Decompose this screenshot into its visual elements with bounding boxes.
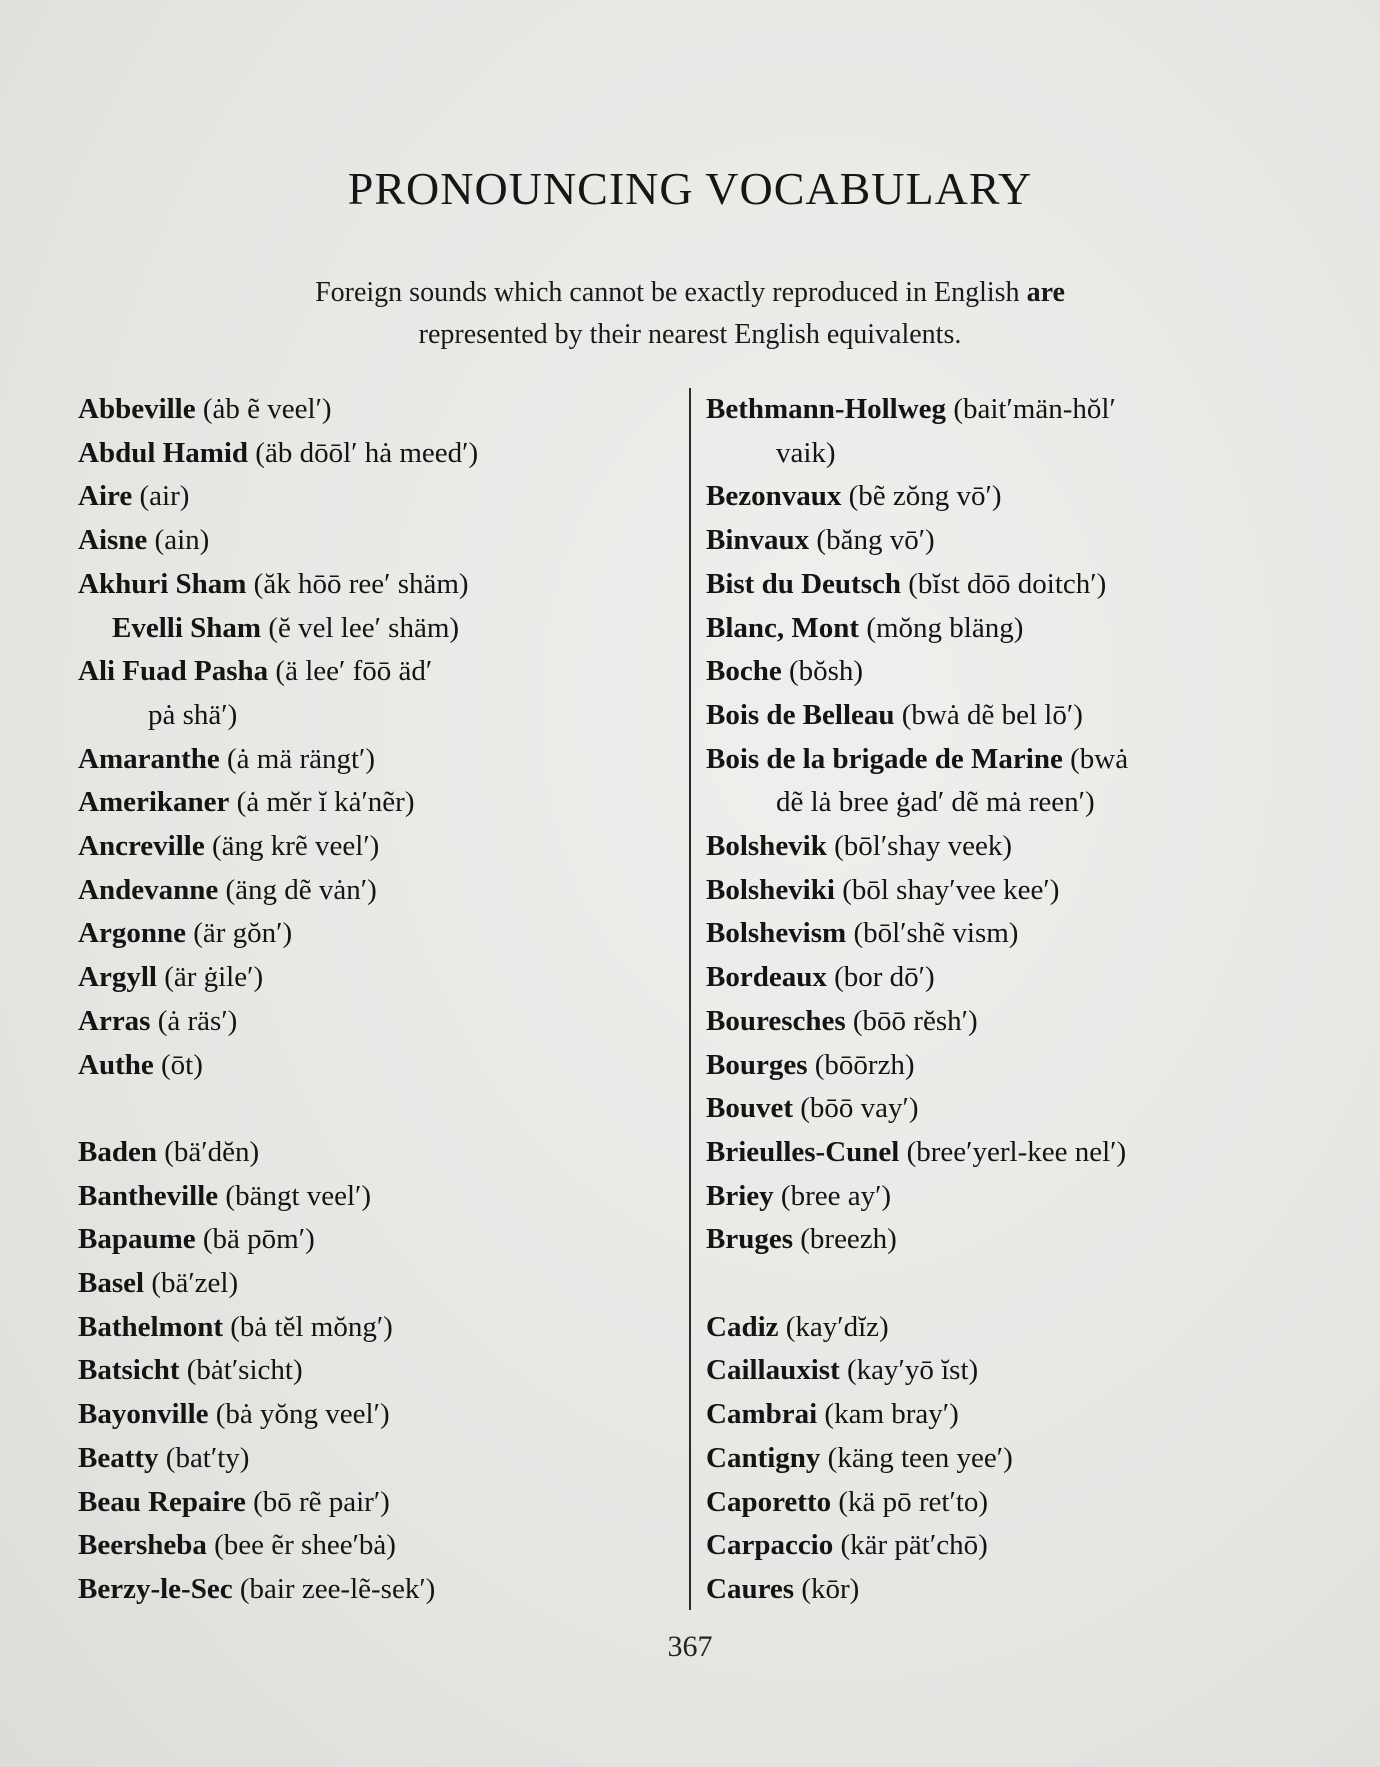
entry-pronunciation: (bō rẽ pair′) (253, 1485, 390, 1518)
column-divider (689, 388, 691, 1610)
entry-headword: Bordeaux (706, 961, 827, 994)
entry-headword: Arras (78, 1004, 151, 1037)
entry-headword: Authe (78, 1048, 154, 1081)
entry-headword: Beersheba (78, 1529, 207, 1562)
vocabulary-entry (706, 1218, 1306, 1262)
entry-headword: Bolshevik (706, 830, 827, 863)
entry-headword: Bois de Belleau (706, 698, 895, 731)
entry-pronunciation: (ăk hōō ree′ shäm) (253, 567, 469, 600)
entry-headword: Bethmann-Hollweg (706, 393, 947, 425)
entry-pronunciation: (är gŏn′) (193, 917, 293, 950)
vocabulary-entry (78, 1437, 678, 1481)
vocabulary-entry (78, 563, 678, 607)
entry-headword: Blanc, Mont (706, 611, 860, 644)
intro-line-2: represented by their nearest English equivalents. (418, 319, 962, 350)
entry-headword: Bouresches (706, 1004, 846, 1037)
vocabulary-entry (706, 1524, 1306, 1568)
vocabulary-entry (78, 1349, 678, 1393)
entry-pronunciation: (bĭst dōō doitch′) (908, 567, 1107, 600)
entry-headword: Bayonville (78, 1398, 209, 1431)
vocabulary-entry (706, 1000, 1306, 1044)
entry-pronunciation: (bä′zel) (151, 1267, 239, 1300)
entry-pronunciation: (kōr) (801, 1572, 860, 1605)
vocabulary-entry (78, 1524, 678, 1568)
entry-pronunciation: (kä pō ret′to) (838, 1485, 989, 1518)
entry-headword: Aire (78, 480, 133, 513)
vocabulary-entry (706, 1306, 1306, 1350)
entry-pronunciation: (bwȧ dẽ bel lō′) (901, 698, 1083, 731)
vocabulary-entry (706, 563, 1306, 607)
entry-pronunciation: (bait′män-hŏl′ (953, 393, 1116, 425)
vocabulary-entry (706, 607, 1306, 651)
entry-pronunciation: (äng krẽ veel′) (211, 830, 380, 863)
vocabulary-entry (78, 519, 678, 563)
vocabulary-entry (706, 738, 1306, 782)
vocabulary-entry (706, 1349, 1306, 1393)
vocabulary-entry (706, 956, 1306, 1000)
entry-pronunciation: (air) (139, 480, 190, 513)
entry-headword: Bapaume (78, 1223, 196, 1256)
entry-pronunciation: (bä pōm′) (202, 1223, 315, 1256)
vocabulary-entry (78, 475, 678, 519)
section-gap (706, 1262, 1306, 1306)
entry-headword: Evelli Sham (112, 611, 262, 644)
entry-headword: Amaranthe (78, 742, 220, 775)
entry-pronunciation: (bree′yerl-kee nel′) (906, 1135, 1127, 1168)
vocabulary-entry (78, 1262, 678, 1306)
entry-headword: Bolshevism (706, 917, 847, 950)
vocabulary-entry (78, 1044, 678, 1088)
vocabulary-entry (78, 825, 678, 869)
vocabulary-entry (78, 869, 678, 913)
entry-pronunciation: (breezh) (800, 1223, 897, 1256)
entry-pronunciation: (bor dō′) (834, 961, 935, 994)
entry-pronunciation: vaik) (776, 436, 836, 469)
vocabulary-entry (706, 869, 1306, 913)
entry-pronunciation: pȧ shä′) (148, 698, 238, 731)
vocabulary-entry (706, 650, 1306, 694)
entry-pronunciation: (bōl′shay veek) (834, 830, 1012, 863)
entry-headword: Bois de la brigade de Marine (706, 742, 1063, 775)
entry-headword: Argonne (78, 917, 186, 950)
entry-pronunciation: (ain) (154, 524, 210, 557)
entry-headword: Aisne (78, 524, 148, 557)
vocabulary-entry (78, 781, 678, 825)
vocabulary-left-column (78, 388, 678, 1612)
entry-pronunciation: (ȧ räs′) (157, 1004, 238, 1037)
vocabulary-entry (706, 519, 1306, 563)
entry-pronunciation: (kam bray′) (824, 1398, 959, 1431)
vocabulary-right-column (706, 388, 1306, 1612)
entry-headword: Akhuri Sham (78, 567, 247, 600)
entry-headword: Bezonvaux (706, 480, 842, 513)
entry-headword: Bouvet (706, 1092, 793, 1125)
vocabulary-entry (706, 1393, 1306, 1437)
vocabulary-entry (78, 738, 678, 782)
entry-headword: Ancreville (78, 830, 205, 863)
vocabulary-entry (706, 1044, 1306, 1088)
entry-headword: Argyll (78, 961, 157, 994)
vocabulary-entry (706, 781, 1306, 825)
vocabulary-entry (706, 475, 1306, 519)
entry-headword: Bist du Deutsch (706, 567, 901, 600)
entry-headword: Cadiz (706, 1310, 779, 1343)
vocabulary-entry (78, 912, 678, 956)
entry-headword: Andevanne (78, 873, 219, 906)
entry-headword: Binvaux (706, 524, 810, 557)
entry-pronunciation: (bwȧ (1070, 742, 1129, 775)
entry-pronunciation: (bōl′shẽ vism) (853, 917, 1019, 950)
vocabulary-entry (706, 1175, 1306, 1219)
entry-headword: Baden (78, 1135, 157, 1168)
intro-line-1: Foreign sounds which cannot be exactly reproduced in English (315, 277, 1020, 308)
vocabulary-entry (706, 694, 1306, 738)
entry-pronunciation: (äng dẽ vȧn′) (225, 873, 377, 906)
entry-pronunciation: (ĕ vel lee′ shäm) (268, 611, 460, 644)
entry-headword: Beau Repaire (78, 1485, 246, 1518)
vocabulary-entry (78, 694, 678, 738)
entry-pronunciation: (kay′yō ĭst) (847, 1354, 979, 1387)
entry-headword: Berzy-le-Sec (78, 1572, 233, 1605)
vocabulary-entry (78, 650, 678, 694)
vocabulary-entry (78, 1481, 678, 1525)
page-title: PRONOUNCING VOCABULARY (347, 163, 1033, 214)
section-gap (78, 1087, 678, 1131)
entry-pronunciation: (bŏsh) (788, 655, 864, 688)
entry-headword: Caporetto (706, 1485, 832, 1518)
vocabulary-entry (78, 432, 678, 476)
entry-pronunciation: (kay′dĭz) (785, 1310, 889, 1343)
entry-headword: Caures (706, 1572, 795, 1605)
vocabulary-entry (78, 1131, 678, 1175)
vocabulary-entry (706, 1568, 1306, 1612)
vocabulary-entry (706, 1481, 1306, 1525)
entry-headword: Bantheville (78, 1179, 219, 1212)
entry-pronunciation: (bä′dĕn) (164, 1135, 260, 1168)
entry-pronunciation: (bȧ yŏng veel′) (215, 1398, 390, 1431)
vocabulary-entry (706, 432, 1306, 476)
entry-pronunciation: (bat′ty) (165, 1441, 250, 1474)
vocabulary-entry (706, 912, 1306, 956)
vocabulary-entry (78, 956, 678, 1000)
entry-pronunciation: (ä lee′ fōō äd′ (275, 655, 433, 688)
entry-pronunciation: (bree ay′) (780, 1179, 892, 1212)
entry-headword: Abbeville (78, 393, 196, 425)
entry-pronunciation: (käng teen yee′) (827, 1441, 1013, 1474)
entry-headword: Bruges (706, 1223, 793, 1256)
entry-pronunciation: (bȧt′sicht) (186, 1354, 303, 1387)
vocabulary-entry (78, 1306, 678, 1350)
entry-headword: Bathelmont (78, 1310, 223, 1343)
entry-headword: Cambrai (706, 1398, 818, 1431)
entry-headword: Bourges (706, 1048, 808, 1081)
entry-pronunciation: (bōl shay′vee kee′) (842, 873, 1060, 906)
vocabulary-entry (78, 607, 678, 651)
entry-pronunciation: (bair zee-lẽ-sek′) (239, 1572, 436, 1605)
vocabulary-entry (706, 825, 1306, 869)
vocabulary-entry (78, 1175, 678, 1219)
vocabulary-entry (706, 1087, 1306, 1131)
entry-headword: Caillauxist (706, 1354, 840, 1387)
entry-pronunciation: (ȧ mä rängt′) (227, 742, 376, 775)
entry-headword: Beatty (78, 1441, 159, 1474)
entry-pronunciation: dẽ lȧ bree ġad′ dẽ mȧ reen′) (776, 786, 1095, 819)
vocabulary-entry (78, 1568, 678, 1612)
entry-headword: Batsicht (78, 1354, 180, 1387)
entry-headword: Boche (706, 655, 782, 688)
entry-headword: Bolsheviki (706, 873, 835, 906)
entry-headword: Basel (78, 1267, 145, 1300)
entry-pronunciation: (ōt) (160, 1048, 203, 1081)
vocabulary-entry (78, 1218, 678, 1262)
vocabulary-entry (78, 388, 678, 432)
entry-headword: Carpaccio (706, 1529, 834, 1562)
entry-pronunciation: (bȧ tĕl mŏng′) (230, 1310, 393, 1343)
vocabulary-entry (78, 1393, 678, 1437)
entry-headword: Ali Fuad Pasha (78, 655, 269, 688)
entry-headword: Brieulles-Cunel (706, 1135, 900, 1168)
entry-headword: Amerikaner (78, 786, 230, 819)
intro-note (140, 272, 1240, 356)
entry-pronunciation: (är ġile′) (164, 961, 264, 994)
entry-pronunciation: (ȧb ẽ veel′) (202, 393, 332, 425)
entry-headword: Cantigny (706, 1441, 821, 1474)
vocabulary-entry (706, 1437, 1306, 1481)
entry-pronunciation: (kär pät′chō) (840, 1529, 988, 1562)
entry-pronunciation: (băng vō′) (816, 524, 935, 557)
page-number: 367 (667, 1630, 713, 1663)
entry-pronunciation: (bōō rĕsh′) (852, 1004, 978, 1037)
entry-headword: Briey (706, 1179, 774, 1212)
entry-pronunciation: (bee ẽr shee′bȧ) (214, 1529, 396, 1562)
entry-pronunciation: (ȧ mĕr ĭ kȧ′nẽr) (236, 786, 415, 819)
vocabulary-entry (706, 388, 1306, 432)
vocabulary-entry (706, 1131, 1306, 1175)
intro-line-1-bold: are (1026, 277, 1065, 308)
entry-pronunciation: (bōō vay′) (800, 1092, 919, 1125)
vocabulary-entry (78, 1000, 678, 1044)
entry-pronunciation: (mŏng bläng) (866, 611, 1024, 644)
entry-pronunciation: (bẽ zŏng vō′) (848, 480, 1002, 513)
entry-pronunciation: (bōōrzh) (814, 1048, 915, 1081)
entry-pronunciation: (äb dōōl′ hȧ meed′) (255, 436, 479, 469)
entry-pronunciation: (bängt veel′) (225, 1179, 372, 1212)
entry-headword: Abdul Hamid (78, 436, 249, 469)
